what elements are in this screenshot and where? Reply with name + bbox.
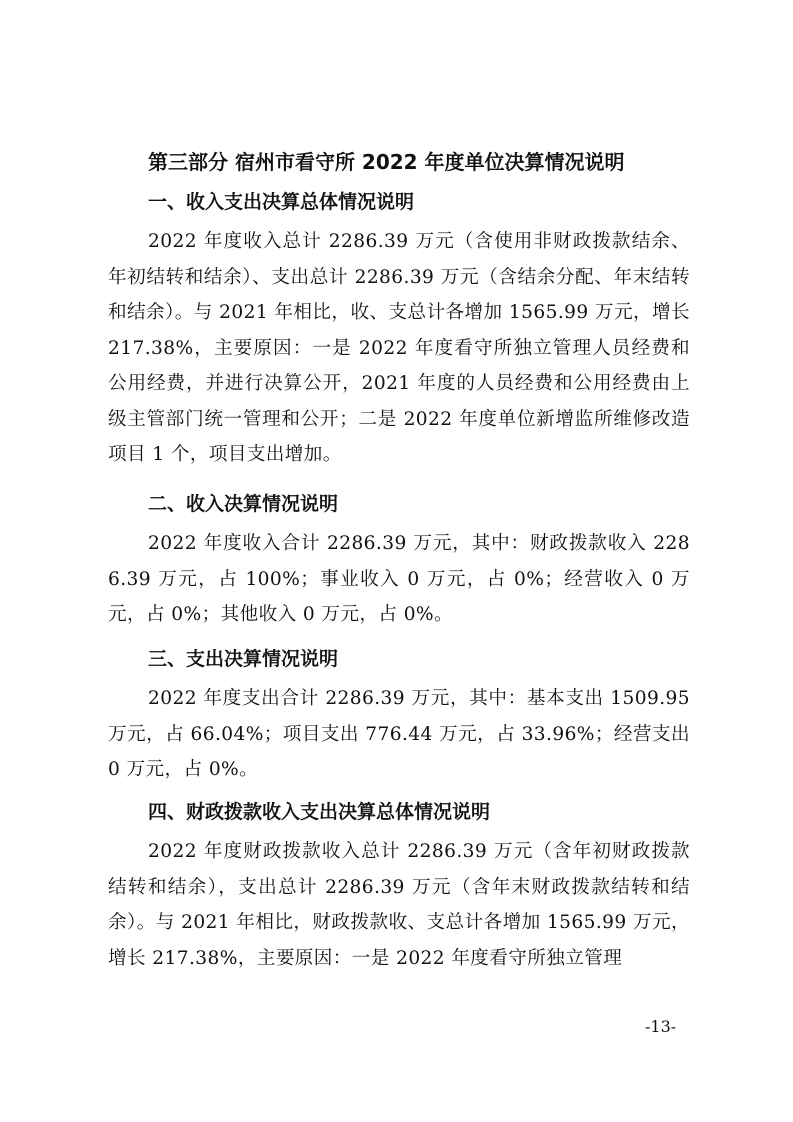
section-heading-income-expenditure-overview: 一、收入支出决算总体情况说明	[148, 191, 415, 213]
page-number: -13-	[645, 1017, 677, 1036]
section-paragraph-income: 2022 年度收入合计 2286.39 万元，其中：财政拨款收入 2286.39 万元，占 100%；事业收入 0 万元，占 0%；经营收入 0 万元，占 0%；其他收入 0 万元，占 0%。	[108, 533, 690, 625]
section-heading-income: 二、收入决算情况说明	[148, 493, 339, 515]
section-paragraph-income-expenditure-overview: 2022 年度收入总计 2286.39 万元（含使用非财政拨款结余、年初结转和结余）、支出总计 2286.39 万元（含结余分配、年末结转和结余）。与 2021 年相比，收、支总计各增加 1565.99 万元，增长 217.38%，主要原因：一是 2022 年度看守所独立管理人员经费和公用经费，并进行决算公开，2021 年度的人员经费和公用经费由上级主管部门统一管理和公开；二是 2022 年度单位新增监所维修改造项目 1 个，项目支出增加。	[108, 231, 690, 465]
section-paragraph-fiscal-appropriation: 2022 年度财政拨款收入总计 2286.39 万元（含年初财政拨款结转和结余），支出总计 2286.39 万元（含年末财政拨款结转和结余）。与 2021 年相比，财政拨款收、支总计各增加 1565.99 万元，增长 217.38%，主要原因：一是 2022 年度看守所独立管理	[108, 841, 690, 969]
section-heading-fiscal-appropriation: 四、财政拨款收入支出决算总体情况说明	[148, 801, 491, 823]
section-heading-expenditure: 三、支出决算情况说明	[148, 648, 339, 670]
section-paragraph-expenditure: 2022 年度支出合计 2286.39 万元，其中：基本支出 1509.95 万元，占 66.04%；项目支出 776.44 万元，占 33.96%；经营支出 0 万元，占 0%。	[108, 688, 690, 780]
document-title: 第三部分 宿州市看守所 2022 年度单位决算情况说明	[148, 150, 625, 174]
